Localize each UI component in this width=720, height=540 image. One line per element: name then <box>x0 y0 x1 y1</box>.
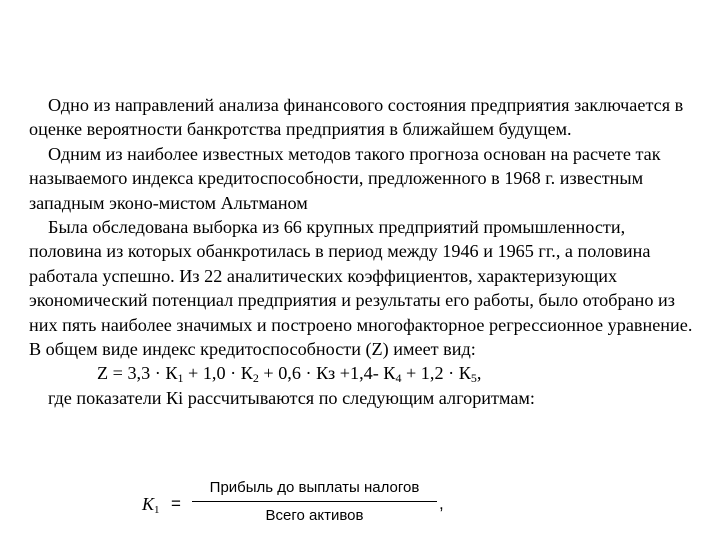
body-text <box>29 93 699 410</box>
formula-subscript-5: 5 <box>470 371 477 386</box>
paragraph-altman-method: Одним из наиболее известных методов такого прогноза основан на расчете так называемого индекса кредитоспособности, предложенного в 1968 г. известным западным эконо-мистом Альтманом <box>29 143 661 213</box>
formula-part-2: + 1,0 · К <box>183 363 253 384</box>
k1-equals-sign: = <box>171 494 181 513</box>
where-text: где показатели Кi рассчитываются по следующим алгоритмам: <box>48 387 535 408</box>
formula-subscript-4: 4 <box>395 371 402 386</box>
fraction-bar <box>192 501 437 502</box>
k1-denominator: Всего активов <box>265 507 364 524</box>
k1-letter: K <box>142 494 155 514</box>
formula-part-4: + 1,2 · К <box>401 363 471 384</box>
paragraph-intro: Одно из направлений анализа финансового состояния предприятия заключается в оценке вероятности банкротства предприятия в ближайшем будущем. <box>29 95 684 140</box>
k1-trailing-comma: , <box>439 494 444 513</box>
k1-symbol <box>142 494 160 515</box>
z-score-formula <box>29 361 699 385</box>
formula-subscript-2: 2 <box>252 371 259 386</box>
formula-subscript-1: 1 <box>177 371 184 386</box>
paragraph-sample-study: Была обследована выборка из 66 крупных предприятий промышленности, половина из которых обанкротилась в период между 1946 и 1965 гг., а половина работала успешно. Из 22 аналитических коэффициентов, характеризующих экономический потенциал предприятия и результаты его работы, было отобрано из них пять наиболее значимых и построено многофакторное регрессионное уравнение. В общем виде индекс кредитоспособности (Z) имеет вид: <box>29 217 693 360</box>
k1-fraction <box>192 478 437 526</box>
formula-part-3: + 0,6 · Кз +1,4- К <box>258 363 396 384</box>
k1-subscript: 1 <box>154 504 160 516</box>
formula-part-1: Z = 3,3 · К <box>97 363 178 384</box>
k1-numerator: Прибыль до выплаты налогов <box>209 479 420 496</box>
formula-part-5: , <box>476 363 482 384</box>
